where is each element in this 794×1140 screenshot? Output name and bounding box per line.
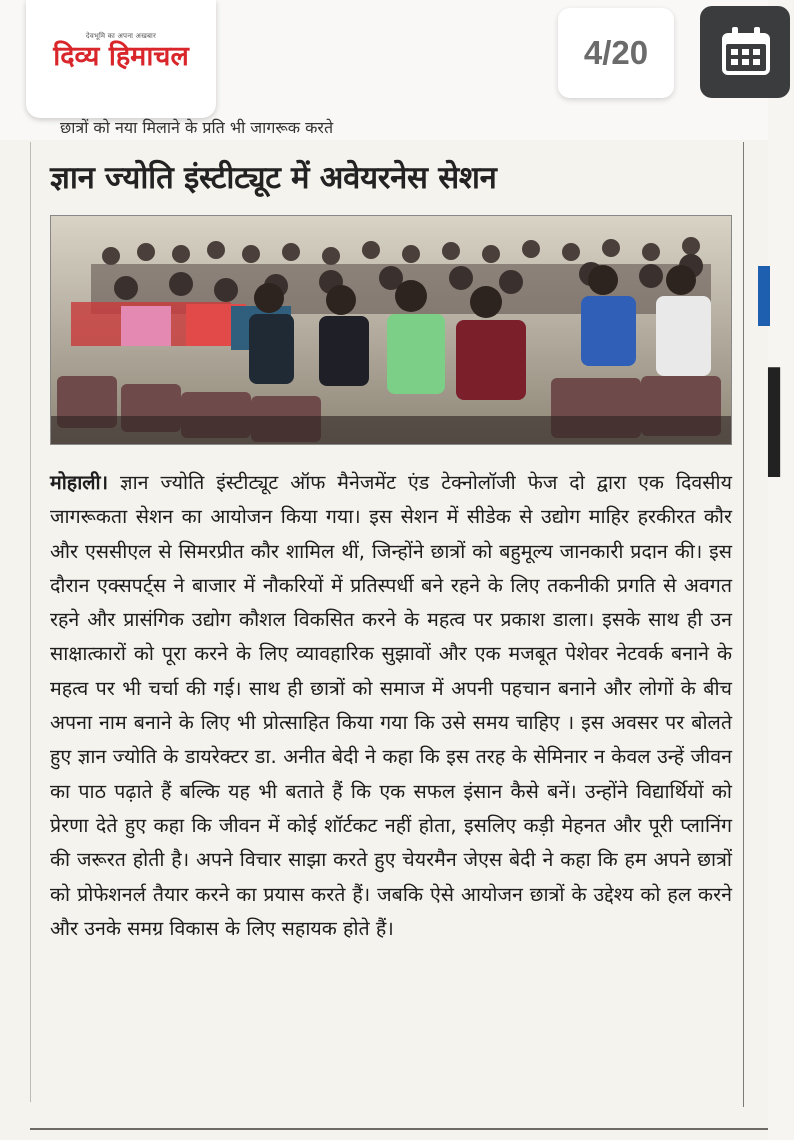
- article-headline: ज्ञान ज्योति इंस्टीट्यूट में अवेयरनेस सेशन: [50, 160, 497, 196]
- column-rule-left: [30, 142, 31, 1102]
- page-indicator-label: 4/20: [583, 34, 649, 71]
- logo-tagline: देवभूमि का अपना अखबार: [85, 32, 157, 40]
- page-indicator[interactable]: [558, 8, 674, 98]
- column-rule-right: [743, 142, 744, 1107]
- article-body: [50, 466, 732, 946]
- article-body-text: ज्ञान ज्योति इंस्टीट्यूट ऑफ मैनेजमेंट एंड टेक्नोलॉजी फेज दो द्वारा एक दिवसीय जागरूकता सेशन का आयोजन किया गया। इस सेशन में सीडेक से उद्योग माहिर हरकीरत कौर और एससीएल से सिमरप्रीत कौर शामिल थीं, जिन्होंने छात्रों को बहुमूल्य जानकारी प्रदान की। इस दौरान एक्सपर्ट्स ने बाजार में नौकरियों में प्रतिस्पर्धी बने रहने के लिए तकनीकी प्रगति से अवगत रहने और प्रासंगिक उद्योग कौशल विकसित करने के महत्व पर प्रकाश डाला। इसके साथ ही उन साक्षात्कारों को पूरा करने के लिए व्यावहारिक सुझावों और एक मजबूत पेशेवर नेटवर्क बनाने के महत्व पर भी चर्चा की गई। साथ ही छात्रों को समाज में अपनी पहचान बनाने और लोगों के बीच अपना नाम बनाने के लिए भी प्रोत्साहित किया गया कि उसे समय चाहिए । इस अवसर पर बोलते हुए ज्ञान ज्योति के डायरेक्टर डा. अनीत बेदी ने कहा कि इस तरह के सेमिनार न केवल उन्हें जीवन का पाठ पढ़ाते हैं बल्कि यह भी बताते हैं कि एक सफल इंसान कैसे बनें। उन्होंने विद्यार्थियों को प्रेरणा देते हुए कहा कि जीवन में कोई शॉर्टकट नहीं होता, इसलिए कड़ी मेहनत और पूरी प्लानिंग की जरूरत होती है। अपने विचार साझा करते हुए चेयरमैन जेएस बेदी ने कहा कि हम अपने छात्रों को प्रोफेशनर्ल तैयार करने का प्रयास करते हैं। जबकि ऐसे आयोजन छात्रों के उद्देश्य को हल करने और उनके समग्र विकास के लिए सहायक होते हैं।: [50, 471, 733, 940]
- article-dateline: मोहाली।: [50, 471, 109, 494]
- cut-off-previous-line: छात्रों को नया मिलाने के प्रति भी जागरूक करते: [60, 118, 334, 137]
- calendar-button[interactable]: [700, 6, 790, 98]
- neighbour-column-cropped: [752, 140, 794, 1140]
- calendar-icon: [718, 24, 774, 80]
- logo-text: दिव्य हिमाचल: [53, 41, 189, 72]
- neighbour-blue-graphic: [758, 266, 770, 326]
- neighbour-drop-glyph: |: [754, 349, 794, 477]
- publication-logo[interactable]: [26, 0, 216, 118]
- page-bottom-rule: [30, 1128, 768, 1130]
- article-photo-audience: [50, 215, 732, 445]
